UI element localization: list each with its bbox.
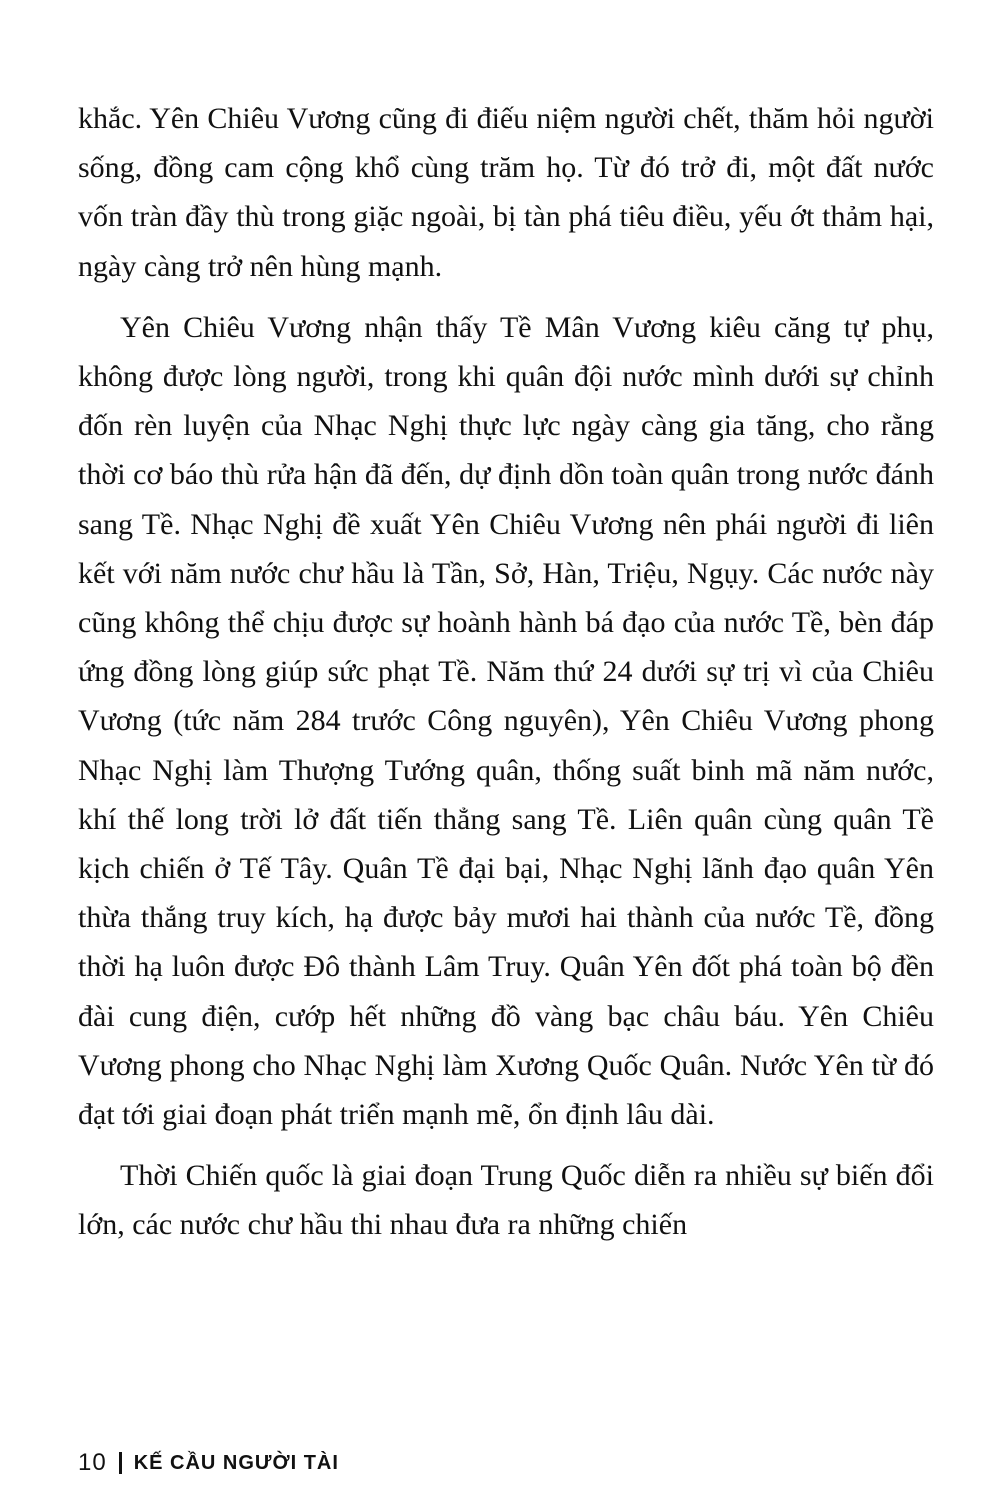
paragraph-continuation: khắc. Yên Chiêu Vương cũng đi điếu niệm người chết, thăm hỏi người sống, đồng cam cộng khổ cùng trăm họ. Từ đó trở đi, một đất nước vốn tràn đầy thù trong giặc ngoài, bị tàn phá tiêu điều, yếu ớt thảm hại, ngày càng trở nên hùng mạnh. — [78, 102, 934, 283]
page-footer — [78, 1448, 339, 1478]
body-text — [78, 94, 934, 1250]
paragraph-final: Thời Chiến quốc là giai đoạn Trung Quốc diễn ra nhiều sự biến đổi lớn, các nước chư hầu thi nhau đưa ra những chiến — [78, 1159, 934, 1242]
footer-divider — [119, 1452, 122, 1474]
paragraph-main: Yên Chiêu Vương nhận thấy Tề Mân Vương kiêu căng tự phụ, không được lòng người, trong khi quân đội nước mình dưới sự chỉnh đốn rèn luyện của Nhạc Nghị thực lực ngày càng gia tăng, cho rằng thời cơ báo thù rửa hận đã đến, dự định dồn toàn quân trong nước đánh sang Tề. Nhạc Nghị đề xuất Yên Chiêu Vương nên phái người đi liên kết với năm nước chư hầu là Tần, Sở, Hàn, Triệu, Ngụy. Các nước này cũng không thể chịu được sự hoành hành bá đạo của nước Tề, bèn đáp ứng đồng lòng giúp sức phạt Tề. Năm thứ 24 dưới sự trị vì của Chiêu Vương (tức năm 284 trước Công nguyên), Yên Chiêu Vương phong Nhạc Nghị làm Thượng Tướng quân, thống suất binh mã năm nước, khí thế long trời lở đất tiến thẳng sang Tề. Liên quân cùng quân Tề kịch chiến ở Tế Tây. Quân Tề đại bại, Nhạc Nghị lãnh đạo quân Yên thừa thắng truy kích, hạ được bảy mươi hai thành của nước Tề, đồng thời hạ luôn được Đô thành Lâm Truy. Quân Yên đốt phá toàn bộ đền đài cung điện, cướp hết những đồ vàng bạc châu báu. Yên Chiêu Vương phong cho Nhạc Nghị làm Xương Quốc Quân. Nước Yên từ đó đạt tới giai đoạn phát triển mạnh mẽ, ổn định lâu dài. — [78, 310, 934, 1132]
running-title: KẾ CẦU NGƯỜI TÀI — [133, 1451, 339, 1474]
page-number: 10 — [78, 1449, 107, 1476]
